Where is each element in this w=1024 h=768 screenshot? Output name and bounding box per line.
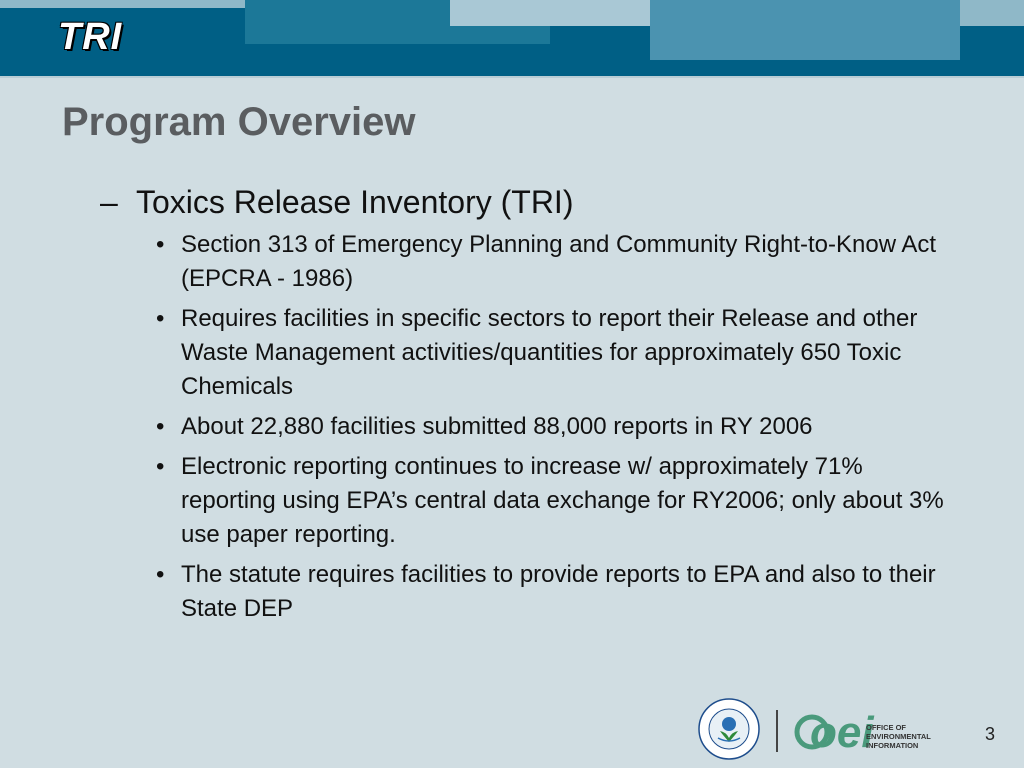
bullet-text: Requires facilities in specific sectors to report their Release and other Waste Management activities/quantities for approximately 650 Toxic Chemicals [181, 305, 918, 400]
bullet-item [156, 410, 951, 444]
header-stripe [450, 0, 650, 26]
bullet-icon: • [156, 453, 165, 480]
bullet-item [156, 450, 951, 552]
dash-marker: – [100, 184, 118, 220]
bullet-item [156, 558, 951, 626]
tri-logo: TRI [58, 16, 123, 58]
footer-logos [698, 698, 948, 760]
bullet-icon: • [156, 231, 165, 258]
bullet-icon: • [156, 413, 165, 440]
level1-text: Toxics Release Inventory (TRI) [136, 184, 574, 220]
slide-title: Program Overview [62, 100, 416, 144]
oei-logo-icon [794, 702, 874, 757]
logo-divider [776, 710, 778, 752]
oei-logo-text: oei [810, 708, 874, 757]
slide-content [100, 182, 980, 632]
page-number: 3 [985, 724, 996, 744]
epa-seal-icon [698, 698, 760, 760]
header-stripe [650, 0, 960, 60]
bullet-icon: • [156, 305, 165, 332]
level1-item [100, 182, 980, 222]
header-stripe [960, 0, 1024, 26]
bullet-icon: • [156, 561, 165, 588]
header-banner [0, 0, 1024, 76]
bullet-text: Electronic reporting continues to increase w/ approximately 71% reporting using EPA’s central data exchange for RY2006; only about 3% use paper reporting. [181, 453, 944, 548]
oei-label: OFFICE OF ENVIRONMENTAL INFORMATION [866, 723, 931, 750]
bullet-text: The statute requires facilities to provide reports to EPA and also to their State DEP [181, 561, 936, 622]
bullet-list [100, 228, 980, 626]
bullet-item [156, 302, 951, 404]
header-divider [0, 76, 1024, 78]
bullet-item [156, 228, 951, 296]
bullet-text: Section 313 of Emergency Planning and Community Right-to-Know Act (EPCRA - 1986) [181, 231, 937, 292]
bullet-text: About 22,880 facilities submitted 88,000 reports in RY 2006 [181, 413, 813, 440]
